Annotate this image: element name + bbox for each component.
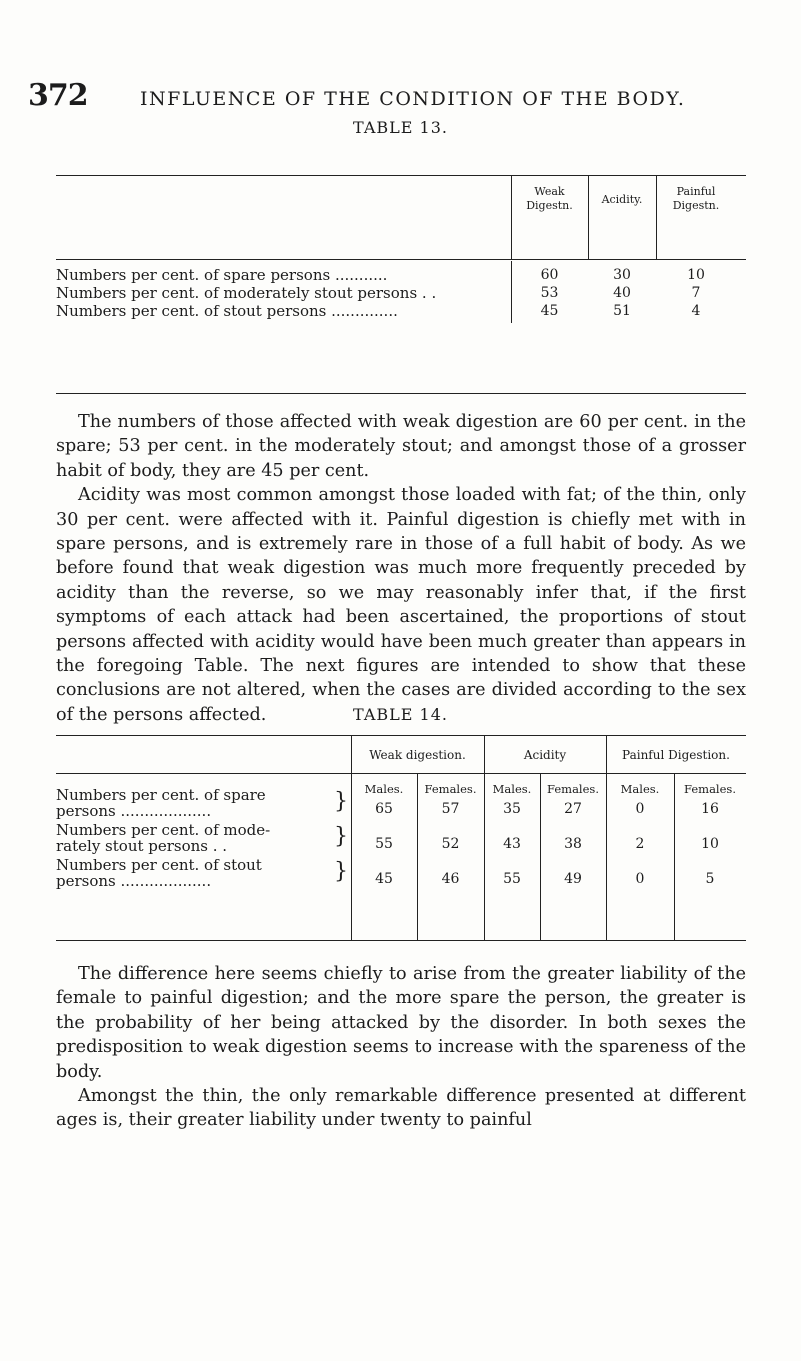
paragraph: Amongst the thin, the only remarkable difference presented at different ages is, their greater liability under twenty to painful	[56, 1086, 746, 1131]
brace-icon: }	[334, 824, 348, 849]
table-cell: 38	[564, 836, 582, 852]
subheader-females: Females.	[547, 782, 599, 796]
subheader-females: Females.	[684, 782, 736, 796]
subheader-females: Females.	[424, 782, 477, 796]
table-rule	[56, 393, 746, 394]
table-14-caption: TABLE 14.	[353, 705, 448, 724]
group-header-acidity: Acidity	[523, 748, 567, 762]
column-divider	[588, 175, 589, 259]
table-cell: 52	[441, 836, 460, 852]
brace-icon: }	[334, 789, 348, 814]
table-rule	[56, 940, 746, 941]
table-cell: 46	[441, 871, 460, 887]
table-cell: 57	[441, 801, 460, 817]
table-row-label: Numbers per cent. of stout persons ...................	[56, 856, 262, 890]
table-cell: 5	[705, 871, 715, 887]
running-head: INFLUENCE OF THE CONDITION OF THE BODY.	[140, 88, 686, 110]
body-text-2	[56, 962, 746, 1133]
subheader-males: Males.	[492, 782, 532, 796]
paragraph: The difference here seems chiefly to arise from the greater liability of the female to painful digestion; and the more spare the person, the greater is the probability of her being attacked by the disorder. In both sexes the predisposition to weak digestion seems to increase with the spareness of the body.	[56, 964, 746, 1082]
table-rule	[56, 735, 746, 736]
column-divider	[674, 773, 675, 940]
table-cell: 16	[701, 801, 719, 817]
table-row-label: Numbers per cent. of spare persons ...................	[56, 786, 266, 820]
subheader-males: Males.	[620, 782, 660, 796]
paragraph: The numbers of those affected with weak digestion are 60 per cent. in the spare; 53 per cent. in the moderately stout; and amongst those of a grosser habit of body, they are 45 per cent.	[56, 412, 746, 481]
col-header-painful-digestion: Painful Digestn.	[672, 185, 720, 212]
table-cell: 2	[635, 836, 645, 852]
page-number: 372	[28, 78, 88, 113]
table-cell: 55	[503, 871, 521, 887]
table-13	[56, 175, 746, 395]
table-rule	[56, 175, 746, 176]
table-rule	[56, 259, 746, 260]
table-cell: 51	[613, 303, 631, 319]
table-cell: 35	[503, 801, 521, 817]
page-header	[28, 78, 768, 114]
table-cell: 53	[540, 285, 559, 301]
table-cell: 45	[540, 303, 559, 319]
col-header-weak-digestion: Weak Digestn.	[526, 185, 573, 212]
table-cell: 45	[375, 871, 393, 887]
table-cell: 65	[375, 801, 393, 817]
body-text-1	[56, 410, 746, 727]
paragraph: Acidity was most common amongst those loaded with fat; of the thin, only 30 per cent. were affected with it. Painful digestion is chiefly met with in spare persons, and is extremely rare in those of a full habit of body. As we before found that weak digestion was much more frequently preceded by acidity than the reverse, so we may reasonably infer that, if the first symptoms of each attack had been ascertained, the proportions of stout persons affected with acidity would have been much greater than appears in the foregoing Table. The next figures are intended to show that these conclusions are not altered, when the cases are divided according to the sex of the persons affected.	[56, 485, 746, 725]
table-row-label: Numbers per cent. of spare persons ...........	[56, 266, 388, 284]
table-cell: 40	[613, 285, 631, 301]
table-row-label: Numbers per cent. of stout persons ..............	[56, 302, 398, 320]
group-header-weak-digestion: Weak digestion.	[369, 748, 466, 762]
column-divider	[540, 773, 541, 940]
column-divider	[417, 773, 418, 940]
table-cell: 4	[691, 303, 701, 319]
table-cell: 0	[635, 801, 645, 817]
table-cell: 27	[564, 801, 582, 817]
table-row-label: Numbers per cent. of mode- rately stout persons . .	[56, 821, 271, 855]
brace-icon: }	[334, 859, 348, 884]
table-cell: 43	[503, 836, 521, 852]
table-cell: 30	[613, 267, 631, 283]
table-rule	[56, 773, 746, 774]
table-cell: 60	[540, 267, 559, 283]
table-row-label: Numbers per cent. of moderately stout persons . .	[56, 284, 437, 302]
group-header-painful-digestion: Painful Digestion.	[622, 748, 730, 762]
col-header-acidity: Acidity.	[601, 193, 643, 206]
table-cell: 0	[635, 871, 645, 887]
table-13-caption: TABLE 13.	[353, 118, 448, 137]
subheader-males: Males.	[364, 782, 404, 796]
table-cell: 10	[687, 267, 705, 283]
table-cell: 55	[375, 836, 393, 852]
table-cell: 7	[691, 285, 701, 301]
table-14	[56, 735, 746, 940]
table-cell: 10	[701, 836, 719, 852]
table-cell: 49	[564, 871, 582, 887]
